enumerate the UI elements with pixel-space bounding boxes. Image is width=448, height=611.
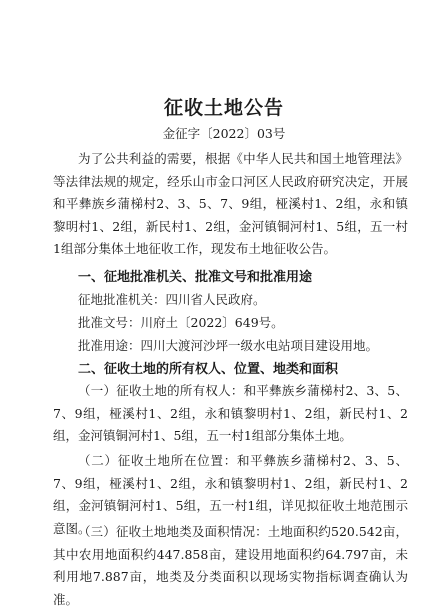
land-area-paragraph: （三）征收土地地类及面积情况：土地面积约520.542亩，其中农用地面积约447.858亩，建设用地面积约64.797亩，未利用地7.887亩，地类及分类面积以现场实物指标调查确认为准。 [53,524,408,607]
section1-heading: 一、征地批准机关、批准文号和批准用途 [78,270,313,285]
document-number: 金征字〔2022〕03号 [162,126,286,141]
land-location-paragraph: （二）征收土地所在位置：和平彝族乡蒲梯村2、3、5、7、9组，桠溪村1、2组，永和镇黎明村1、2组，新民村1、2组，金河镇铜河村1、5组，五一村1组，详见拟征收土地范围示意图。 [53,453,408,536]
section2-heading: 二、征收土地的所有权人、位置、地类和面积 [78,362,339,377]
approval-purpose: 批准用途：四川大渡河沙坪一级水电站项目建设用地。 [78,338,379,353]
approval-number: 批准文号：川府土〔2022〕649号。 [78,315,284,330]
approval-authority: 征地批准机关：四川省人民政府。 [78,292,266,307]
intro-paragraph: 为了公共利益的需要，根据《中华人民共和国土地管理法》等法律法规的规定，经乐山市金口河区人民政府研究决定，开展和平彝族乡蒲梯村2、3、5、7、9组，桠溪村1、2组，永和镇黎明村1、2组，新民村1、2组，金河镇铜河村1、5组，五一村1组部分集体土地征收工作，现发布土地征收公告。 [53,151,408,257]
land-owners-paragraph: （一）征收土地的所有权人：和平彝族乡蒲梯村2、3、5、7、9组，桠溪村1、2组，永和镇黎明村1、2组，新民村1、2组，金河镇铜河村1、5组，五一村1组部分集体土地。 [53,383,408,444]
document-title: 征收土地公告 [163,97,284,119]
